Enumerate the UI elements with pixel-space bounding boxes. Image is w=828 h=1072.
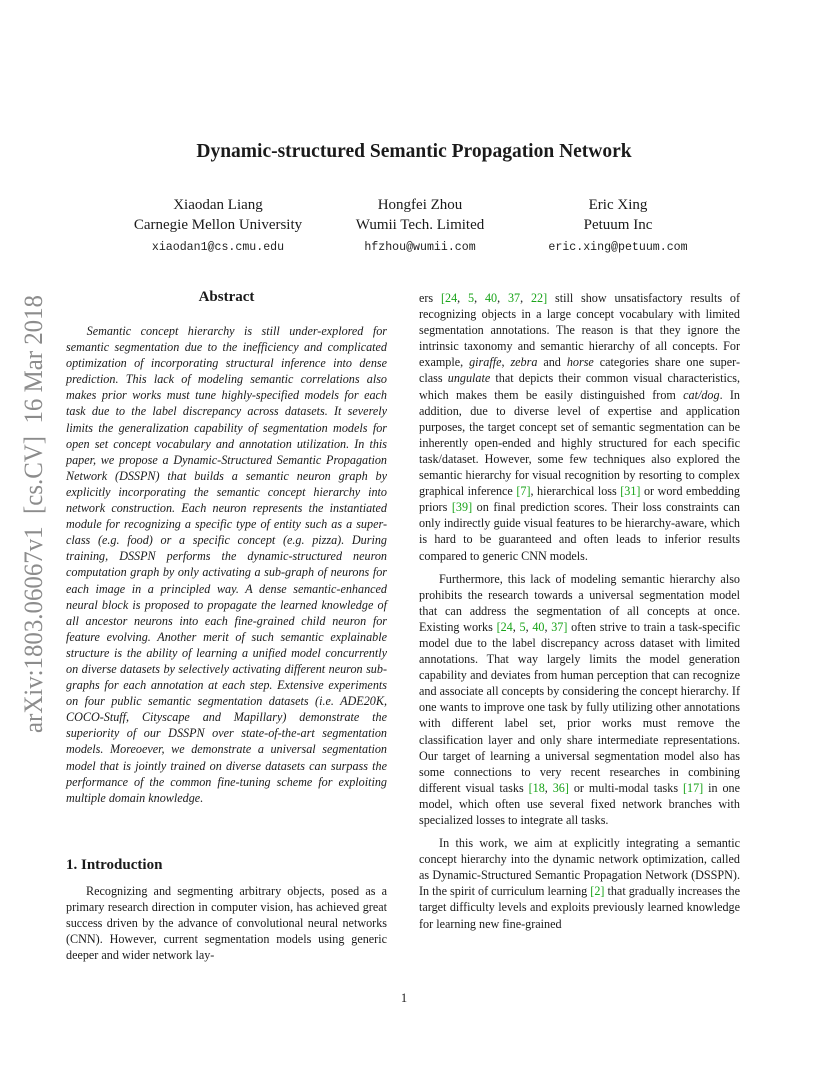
paper-title: Dynamic-structured Semantic Propagation Network — [196, 141, 632, 162]
citation-link[interactable]: [39] — [451, 500, 473, 515]
author-name: Eric Xing — [588, 197, 648, 213]
author-affiliation: Petuum Inc — [583, 217, 653, 233]
emphasis-term: cat/dog — [683, 387, 720, 402]
author-block — [508, 195, 728, 261]
text-run: on final prediction scores. Their loss constraints can only indirectly guide visual features to be hierarchy-aware, which is hard to be guaranteed and often leads to inferior results compared to generic CNN models. — [419, 500, 740, 563]
intro-heading: 1. Introduction — [66, 857, 163, 873]
emphasis-term: horse — [566, 355, 594, 370]
text-run: In this work, we aim at explicitly integrating a semantic concept hierarchy into the dynamic network optimization, called as Dynamic-Structured Semantic Propagation Network (DSSPN). In the spirit of curriculum learning — [419, 836, 740, 899]
intro-body — [66, 883, 387, 963]
author-name: Xiaodan Liang — [173, 197, 263, 213]
text-run: , — [525, 619, 533, 634]
citation-link[interactable]: [24 — [496, 619, 513, 634]
text-run: in one model, which often use several fixed network branches with specialized losses to integrate all tasks. — [419, 780, 741, 827]
text-run: that depicts their common visual characteristics, which makes them be easily distinguished from — [419, 371, 740, 402]
intro-paragraph: Recognizing and segmenting arbitrary objects, posed as a primary research direction in computer vision, has achieved great success driven by the advance of convolutional neural networks (CNN). However, current segmentation models using generic deeper and wider network lay- — [66, 884, 387, 963]
citation-link[interactable]: [2] — [590, 884, 605, 899]
text-run: , — [520, 291, 531, 305]
emphasis-term: ungulate — [447, 371, 491, 386]
author-name: Hongfei Zhou — [377, 197, 463, 213]
abstract-heading: Abstract — [198, 289, 255, 305]
text-run: , — [512, 619, 520, 634]
citation-link[interactable]: [31] — [620, 484, 641, 499]
body-paragraph — [419, 835, 740, 932]
emphasis-term: giraffe — [469, 355, 502, 370]
citation-link[interactable]: 36] — [552, 780, 569, 795]
text-run: , — [457, 291, 469, 305]
text-run: , — [544, 619, 552, 634]
right-column — [419, 290, 740, 932]
citation-link[interactable]: 5 — [519, 619, 526, 634]
author-block — [310, 195, 530, 261]
author-affiliation: Wumii Tech. Limited — [355, 217, 485, 233]
citation-link[interactable]: 37] — [551, 619, 568, 634]
text-run: . In addition, due to diverse level of expertise and application purposes, the target concept set of semantic segmentation can be inherently open-ended and highly structured for each specific task/dataset. However, some few techniques also explored the semantic hierarchy for visual recognition by resorting to complex graphical inference — [419, 387, 741, 499]
text-run: that gradually increases the target difficulty levels and exploits previously learned knowledge for learning new fine-grained — [419, 884, 740, 931]
citation-link[interactable]: [7] — [516, 484, 531, 499]
citation-link[interactable]: [24 — [440, 291, 458, 305]
citation-link[interactable]: 40 — [484, 291, 498, 305]
author-affiliation: Carnegie Mellon University — [133, 217, 303, 233]
body-paragraph — [419, 571, 740, 829]
text-run: , — [497, 291, 508, 305]
text-run: categories share one super-class — [419, 355, 740, 386]
text-run: or word embedding priors — [419, 484, 740, 515]
citation-link[interactable]: [17] — [682, 780, 704, 795]
author-email[interactable]: eric.xing@petuum.com — [548, 241, 688, 254]
author-email[interactable]: xiaodan1@cs.cmu.edu — [151, 241, 285, 254]
text-run: , hierarchical loss — [530, 484, 621, 499]
text-run: , — [474, 291, 485, 305]
text-run: Furthermore, this lack of modeling semantic hierarchy also prohibits the research towards a universal segmentation model that can address the segmentation of all concepts at once. Existing works — [419, 571, 740, 634]
text-run: or multi-modal tasks — [568, 780, 683, 795]
arxiv-id: arXiv:1803.06067v1 [cs.CV] 16 Mar 2018 — [18, 295, 48, 733]
text-run: still show unsatisfactory results of recognizing objects in a large concept vocabulary with limited segmentation annotations. The reason is that they ignore the intrinsic taxonomy and semantic hierarchy of all concepts. For example, — [419, 291, 740, 370]
text-run: , — [501, 355, 511, 370]
author-block — [108, 195, 328, 261]
page-number: 1 — [400, 991, 408, 1005]
text-run: and — [537, 355, 567, 370]
abstract-text: Semantic concept hierarchy is still under-explored for semantic segmentation due to the inefficiency and complicated optimization of incorporating structural inference into dense prediction. This lack of modeling semantic correlations also makes prior works must tune highly-specified models for each task due to the label discrepancy across datasets. It severely limits the generalization capability of segmentation models for open set concept vocabulary and annotation utilization. In this paper, we propose a Dynamic-Structured Semantic Propagation Network (DSSPN) that builds a semantic neuron graph by explicitly incorporating the semantic concept hierarchy into network construction. Each neuron represents the instantiated module for recognizing a specific type of entity such as a super-class (e.g. food) or a specific concept (e.g. pizza). During training, DSSPN performs the dynamic-structured neuron computation graph by only activating a sub-graph of neurons for each image in a principled way. A dense semantic-enhanced neural block is proposed to propagate the learned knowledge of all ancestor neurons into each fine-grained child neuron for feature evolving. Another merit of such semantic explainable structure is the ability of learning a unified model concurrently on diverse datasets by selectively activating different neuron sub-graphs for each annotation at each step. Extensive experiments on four public semantic segmentation datasets (i.e. ADE20K, COCO-Stuff, Cityscape and Mapillary) demonstrate the superiority of our DSSPN over state-of-the-art segmentation models. Moreoever, we demonstrate a universal segmentation model that is jointly trained on diverse datasets can surpass the performance of the common fine-tuning scheme for exploiting multiple domain knowledge. — [66, 324, 387, 805]
text-run: ers — [419, 291, 441, 305]
citation-link[interactable]: 40 — [532, 619, 545, 634]
citation-link[interactable]: [18 — [528, 780, 545, 795]
citation-link[interactable]: 5 — [468, 291, 475, 305]
citation-link[interactable]: 22] — [530, 291, 548, 305]
body-paragraph — [419, 290, 740, 564]
emphasis-term: zebra — [510, 355, 538, 370]
author-email[interactable]: hfzhou@wumii.com — [364, 241, 476, 254]
text-run: often strive to train a task-specific model due to the label discrepancy across dataset with limited annotations. That way largely limits the model generation capability and deviates from human perception that can recognize and associate all concepts by considering the concept hierarchy. If one wants to improve one task by fully utilizing other annotations with different label set, prior works must remove the classification layer and only share intermediate representations. Our target of learning a universal segmentation model also has some connections to very recent researches in combining different visual tasks — [419, 619, 740, 795]
arxiv-stamp — [8, 295, 52, 735]
abstract-body — [66, 323, 387, 806]
citation-link[interactable]: 37 — [507, 291, 521, 305]
text-run: , — [544, 780, 553, 795]
